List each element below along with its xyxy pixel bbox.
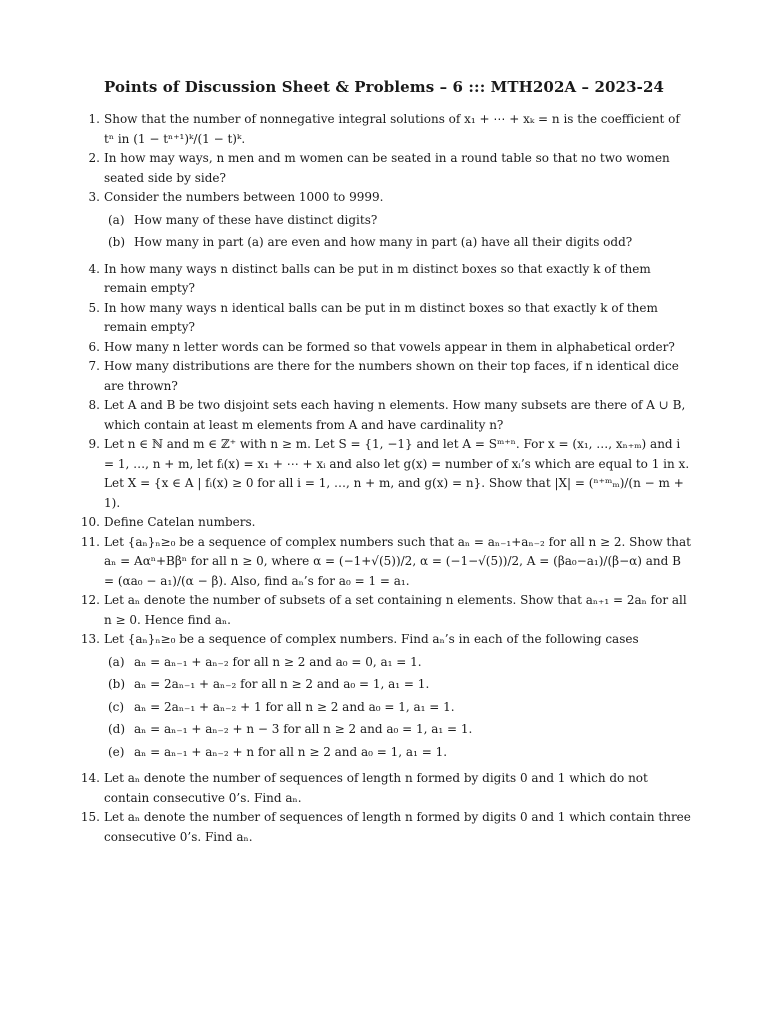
problem-text: Let aₙ denote the number of subsets of a set containing n elements. Show that aₙ₊₁ = 2aₙ for all n ≥ 0. Hence find aₙ. bbox=[104, 593, 687, 627]
subpart-list bbox=[104, 211, 692, 253]
problem-number: 3. bbox=[88, 190, 100, 204]
problem-15 bbox=[76, 808, 692, 847]
subpart-text: How many of these have distinct digits? bbox=[134, 212, 378, 227]
problem-3 bbox=[76, 188, 692, 260]
subpart-list bbox=[104, 653, 692, 763]
subpart-b bbox=[104, 233, 692, 253]
problem-number: 1. bbox=[88, 112, 100, 126]
problem-number: 13. bbox=[80, 632, 100, 646]
sheet-title: Points of Discussion Sheet & Problems – 6 ::: MTH202A – 2023-24 bbox=[103, 78, 665, 96]
problem-number: 8. bbox=[88, 398, 100, 412]
problem-11 bbox=[76, 533, 692, 592]
subpart-label: (a) bbox=[108, 654, 125, 669]
problem-text: Define Catelan numbers. bbox=[104, 515, 256, 529]
problem-text: Let aₙ denote the number of sequences of length n formed by digits 0 and 1 which do not contain consecutive 0’s. Find aₙ. bbox=[104, 771, 648, 805]
problem-10 bbox=[76, 513, 692, 533]
problem-6 bbox=[76, 338, 692, 358]
problem-text: Let aₙ denote the number of sequences of length n formed by digits 0 and 1 which contain three consecutive 0’s. Find aₙ. bbox=[104, 810, 691, 844]
problem-text: In how may ways, n men and m women can be seated in a round table so that no two women seated side by side? bbox=[104, 151, 670, 185]
problem-number: 6. bbox=[88, 339, 100, 354]
problem-number: 15. bbox=[80, 810, 100, 824]
subpart-d bbox=[104, 720, 692, 740]
problem-7 bbox=[76, 357, 692, 396]
subpart-c bbox=[104, 698, 692, 718]
problem-text: How many distributions are there for the numbers shown on their top faces, if n identical dice are thrown? bbox=[104, 359, 679, 393]
subpart-label: (b) bbox=[108, 677, 126, 691]
problem-8 bbox=[76, 396, 692, 435]
problem-text: Consider the numbers between 1000 to 9999. bbox=[104, 190, 384, 204]
problem-text: Let {aₙ}ₙ≥₀ be a sequence of complex numbers. Find aₙ’s in each of the following cases bbox=[104, 632, 639, 646]
problem-text: Let n ∈ ℕ and m ∈ ℤ⁺ with n ≥ m. Let S = {1, −1} and let A = Sᵐ⁺ⁿ. For x = (x₁, …, xₙ₊ₘ) and i = 1, …, n + m, let fᵢ(x) = x₁ + ⋯ + xᵢ and also let g(x) = number of xᵢ’s which are equal to 1 in x. Let X = {x ∈ A | fᵢ(x) ≥ 0 for all i = 1, …, n + m, and g(x) = n}. Show that |X| = (ⁿ⁺ᵐₘ)/(n − m + 1). bbox=[104, 437, 690, 510]
problem-5 bbox=[76, 299, 692, 338]
problem-text: Let A and B be two disjoint sets each having n elements. How many subsets are there of A ∪ B, which contain at least m elements from A and have cardinality n? bbox=[104, 398, 686, 432]
problem-number: 10. bbox=[80, 515, 100, 529]
problem-4 bbox=[76, 260, 692, 299]
subpart-text: aₙ = 2aₙ₋₁ + aₙ₋₂ + 1 for all n ≥ 2 and a₀ = 1, a₁ = 1. bbox=[134, 699, 455, 714]
problem-9 bbox=[76, 435, 692, 513]
problem-text: Let {aₙ}ₙ≥₀ be a sequence of complex numbers such that aₙ = aₙ₋₁+aₙ₋₂ for all n ≥ 2. Show that aₙ = Aαⁿ+Bβⁿ for all n ≥ 0, where α = (−1+√(5))/2, α = (−1−√(5))/2, A = (βa₀−a₁)/(β−α) and B = (αa₀ − a₁)/(α − β). Also, find aₙ’s for a₀ = 1 = a₁. bbox=[104, 534, 691, 588]
subpart-text: aₙ = aₙ₋₁ + aₙ₋₂ for all n ≥ 2 and a₀ = 0, a₁ = 1. bbox=[134, 654, 422, 669]
problem-number: 7. bbox=[88, 359, 100, 373]
problem-list bbox=[76, 110, 692, 847]
problem-number: 9. bbox=[88, 437, 100, 451]
subpart-b bbox=[104, 675, 692, 695]
problem-14 bbox=[76, 769, 692, 808]
subpart-label: (c) bbox=[108, 699, 125, 714]
subpart-label: (e) bbox=[108, 744, 125, 759]
problem-number: 14. bbox=[80, 771, 100, 785]
problem-text: How many n letter words can be formed so that vowels appear in them in alphabetical order? bbox=[104, 339, 675, 354]
problem-number: 11. bbox=[80, 534, 100, 549]
problem-1 bbox=[76, 110, 692, 149]
problem-text: Show that the number of nonnegative integral solutions of x₁ + ⋯ + xₖ = n is the coefficient of tⁿ in (1 − tⁿ⁺¹)ᵏ/(1 − t)ᵏ. bbox=[104, 112, 680, 146]
problem-number: 4. bbox=[88, 261, 100, 276]
subpart-text: aₙ = aₙ₋₁ + aₙ₋₂ + n − 3 for all n ≥ 2 and a₀ = 1, a₁ = 1. bbox=[134, 722, 473, 736]
subpart-a bbox=[104, 653, 692, 673]
subpart-label: (b) bbox=[108, 235, 126, 249]
subpart-text: How many in part (a) are even and how many in part (a) have all their digits odd? bbox=[134, 235, 633, 249]
subpart-e bbox=[104, 743, 692, 763]
problem-number: 2. bbox=[88, 151, 100, 165]
subpart-text: aₙ = aₙ₋₁ + aₙ₋₂ + n for all n ≥ 2 and a₀ = 1, a₁ = 1. bbox=[134, 744, 448, 759]
problem-text: In how many ways n distinct balls can be put in m distinct boxes so that exactly k of them remain empty? bbox=[104, 261, 651, 295]
problem-13 bbox=[76, 630, 692, 769]
problem-number: 5. bbox=[88, 300, 100, 315]
problem-12 bbox=[76, 591, 692, 630]
subpart-label: (d) bbox=[108, 722, 126, 736]
subpart-label: (a) bbox=[108, 212, 125, 227]
problem-2 bbox=[76, 149, 692, 188]
problem-text: In how many ways n identical balls can be put in m distinct boxes so that exactly k of them remain empty? bbox=[104, 300, 658, 334]
subpart-a bbox=[104, 211, 692, 231]
subpart-text: aₙ = 2aₙ₋₁ + aₙ₋₂ for all n ≥ 2 and a₀ = 1, a₁ = 1. bbox=[134, 677, 430, 691]
problem-number: 12. bbox=[80, 593, 100, 607]
